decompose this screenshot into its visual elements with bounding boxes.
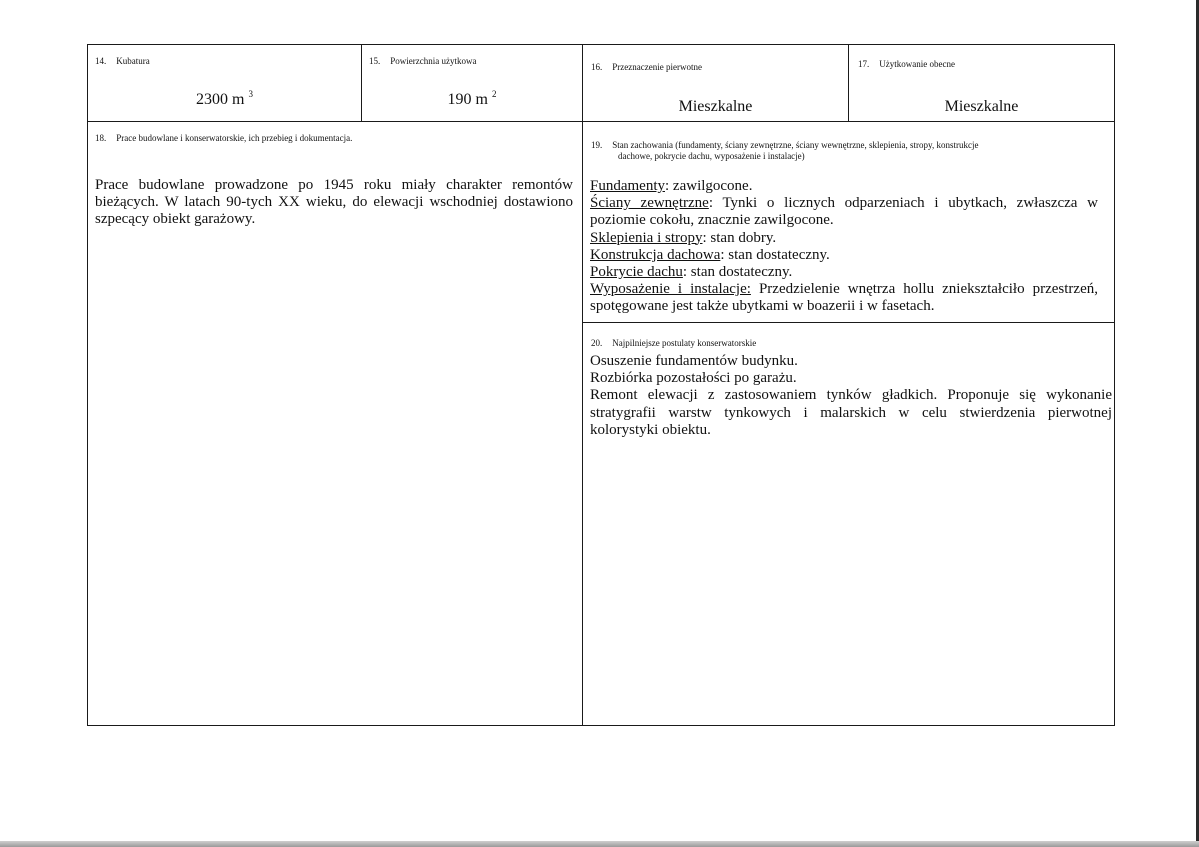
- field-17-uzytkowanie: [848, 44, 1115, 122]
- field-number: 17.: [858, 59, 870, 69]
- field-number: 18.: [95, 133, 107, 143]
- field-number: 19.: [591, 140, 603, 150]
- field-19-stan-zachowania: [582, 121, 1115, 323]
- list-item: Osuszenie fundamentów budynku.: [590, 353, 798, 369]
- field-label: Najpilniejsze postulaty konserwatorskie: [612, 338, 757, 348]
- list-item: Wyposażenie i instalacje: Przedzielenie wnętrza hollu zniekształciło przestrzeń, spotęgowane jest także ubytkami w boazerii i w fasetach.: [590, 281, 1098, 315]
- field-label-cont: dachowe, pokrycie dachu, wyposażenie i instalacje): [618, 151, 805, 161]
- field-number: 15.: [369, 56, 381, 66]
- list-item: Fundamenty: zawilgocone.: [590, 178, 753, 194]
- field-label: Stan zachowania (fundamenty, ściany zewnętrzne, ściany wewnętrzne, sklepienia, stropy, konstrukcje: [612, 140, 979, 150]
- field-label: Kubatura: [116, 56, 150, 66]
- field-text: [590, 178, 1098, 316]
- field-label: Powierzchnia użytkowa: [390, 56, 477, 66]
- list-item: Ściany zewnętrzne: Tynki o licznych odparzeniach i ubytkach, zwłaszcza w poziomie cokołu, znacznie zawilgocone.: [590, 195, 1098, 229]
- field-16-przeznaczenie: [582, 44, 849, 122]
- field-label: Przeznaczenie pierwotne: [612, 62, 702, 72]
- field-number: 20.: [591, 338, 603, 348]
- field-18-prace: [87, 121, 583, 726]
- field-number: 14.: [95, 56, 107, 66]
- field-value: Mieszkalne: [944, 98, 1019, 115]
- list-item: Pokrycie dachu: stan dostateczny.: [590, 264, 793, 281]
- scan-edge-bottom: [0, 841, 1199, 847]
- field-value: 2300 m $^3$: [196, 89, 253, 108]
- list-item: Rozbiórka pozostałości po garażu.: [590, 370, 797, 387]
- field-14-kubatura: [87, 44, 362, 122]
- list-item: Remont elewacji z zastosowaniem tynków gładkich. Proponuje się wykonanie stratygrafii warstw tynkowych i malarskich w celu stwierdzenia pierwotnej kolorystyki obiektu.: [590, 387, 1112, 438]
- field-number: 16.: [591, 62, 603, 72]
- field-label: Prace budowlane i konserwatorskie, ich przebieg i dokumentacja.: [116, 133, 353, 143]
- field-text: Prace budowlane prowadzone po 1945 roku miały charakter remontów bieżących. W latach 90-tych XX wieku, do elewacji wschodniej dostawiono szpecący obiekt garażowy.: [95, 177, 573, 228]
- field-20-postulaty: [582, 322, 1115, 726]
- field-label: Użytkowanie obecne: [879, 59, 955, 69]
- field-15-powierzchnia: [361, 44, 583, 122]
- field-value: Mieszkalne: [678, 98, 753, 115]
- list-item: Konstrukcja dachowa: stan dostateczny.: [590, 246, 830, 263]
- field-text: [590, 353, 1112, 439]
- field-value: 190 m $^2$: [447, 89, 497, 108]
- list-item: Sklepienia i stropy: stan dobry.: [590, 229, 777, 246]
